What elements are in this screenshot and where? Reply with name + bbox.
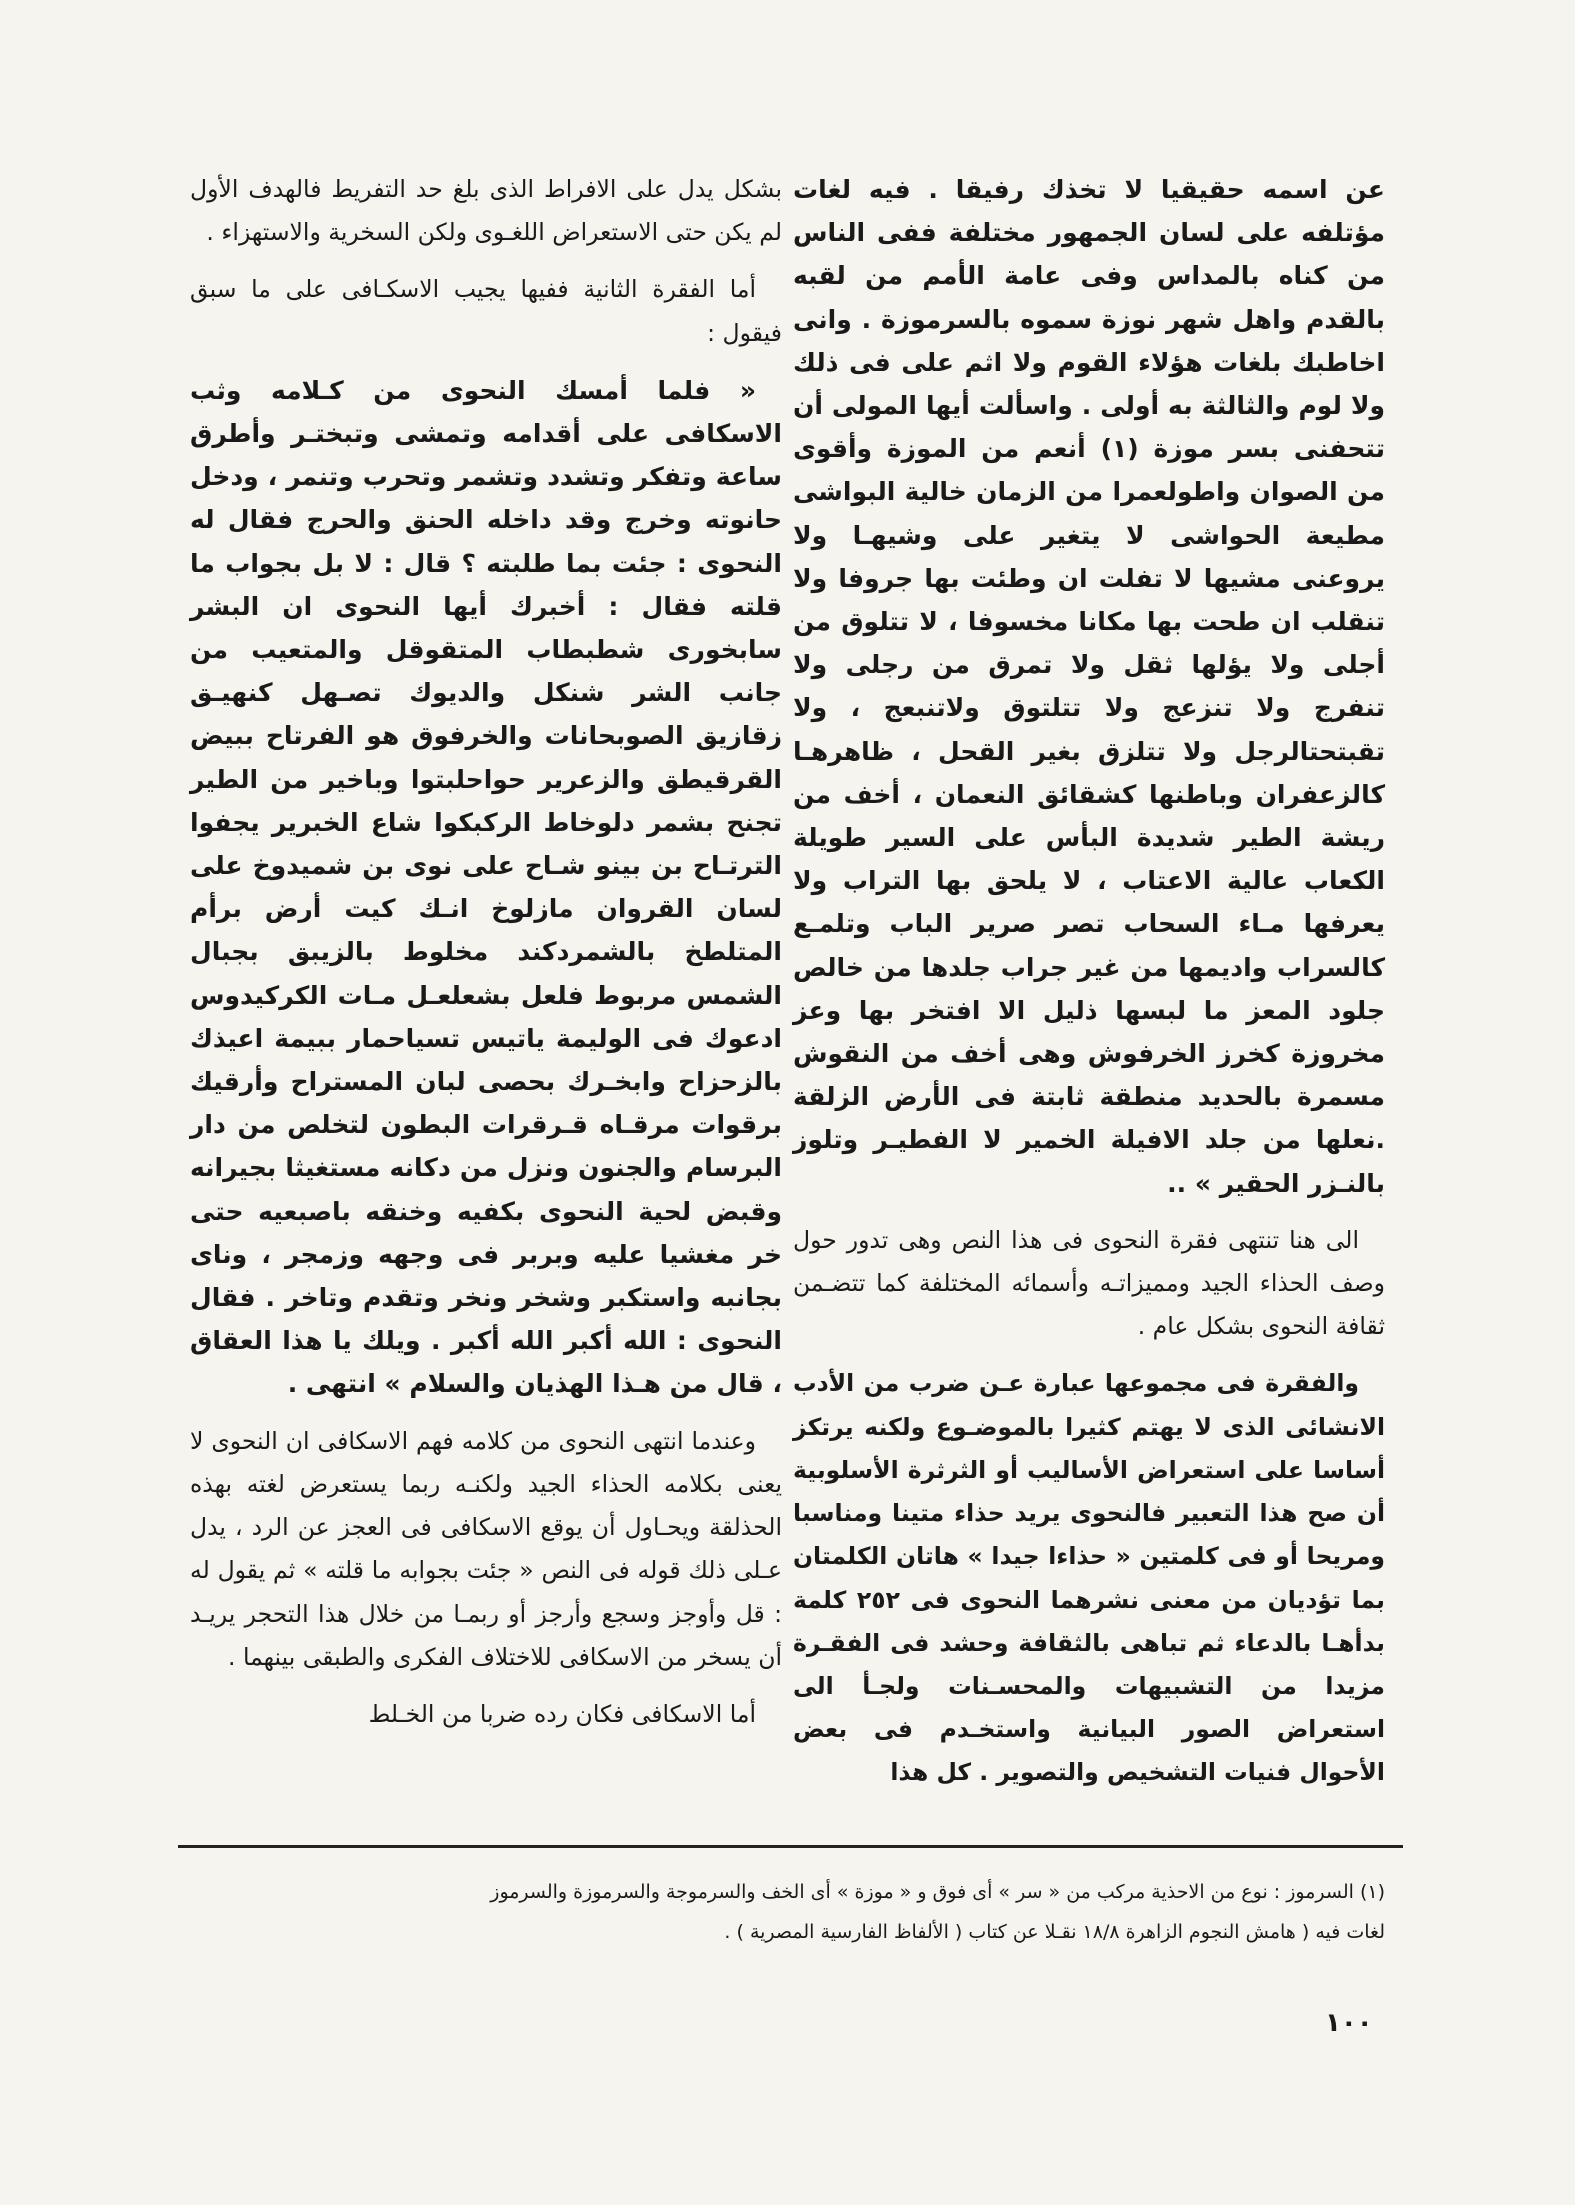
text-paragraph: الى هنا تنتهى فقرة النحوى فى هذا النص وهى تدور حول وصف الحذاء الجيد ومميزاتـه وأسمائه المختلفة كما تتضـمن ثقافة النحوى بشكل عام .	[793, 1225, 1385, 1341]
footnote-line: لغات فيه ( هامش النجوم الزاهرة ١٨/٨ نقـلا عن كتاب ( الألفاظ الفارسية المصرية ) .	[724, 1921, 1385, 1943]
footnote	[255, 1872, 1385, 1952]
text-paragraph: بشكل يدل على الافراط الذى بلغ حد التفريط فالهدف الأول لم يكن حتى الاستعراض اللغـوى ولكن السخرية والاستهزاء .	[190, 175, 782, 247]
text-paragraph: وعندما انتهى النحوى من كلامه فهم الاسكافى ان النحوى لا يعنى بكلامه الحذاء الجيد ولكنـه ربما يستعرض لغته بهذه الحذلقة ويحـاول أن يوقع الاسكافى فى العجز عن الرد ، يدل عـلى ذلك قوله فى النص « جئت بجوابه ما قلته » ثم يقول له : قل وأوجز وسجع وأرجز أو ربمـا من خلال هذا التحجر يريـد أن يسخر من الاسكافى للاختلاف الفكرى والطبقى بينهما .	[190, 1426, 782, 1671]
left-text-column	[190, 168, 782, 1736]
text-paragraph: عن اسمه حقيقيا لا تخذك رفيقا . فيه لغات مؤتلفه على لسان الجمهور مختلفة ففى الناس من كناه بالمداس وفى عامة الأمم من لقبه بالقدم واهل شهر نوزة سموه بالسرموزة . وانى اخاطبك بلغات هؤلاء القوم ولا اثم على فى ذلك ولا لوم والثالثة به أولى . واسألت أيها المولى أن تتحفنى بسر موزة (١) أنعم من الموزة وأقوى من الصوان واطولعمرا من الزمان خالية البواشى مطيعة الحواشى لا يتغير على وشيهـا ولا يروعنى مشيها لا تفلت ان وطئت بها جروفا ولا تنقلب ان طحت بها مكانا مخسوفا ، لا تتلوق من أجلى ولا يؤلها ثقل ولا تمرق من رجلى ولا تنفرج ولا تنزعج ولا تتلتوق ولاتنبعج ، ولا تقبتحتالرجل ولا تتلزق بغير القحل ، ظاهرهـا كالزعفران وباطنها كشقائق النعمان ، أخف من ريشة الطير شديدة البأس على السير طويلة الكعاب عالية الاعتاب ، لا يلحق بها التراب ولا يعرفها مـاء السحاب تصر صرير الباب وتلمـع كالسراب واديمها من غير جراب جلدها من خالص جلود المعز ما لبسها ذليل الا افتخر بها وعز مخروزة كخرز الخرفوش وهى أخف من النقوش مسمرة بالحديد منطقة ثابتة فى الأرض الزلقة .نعلها من جلد الافيلة الخمير لا الفطيـر وتلوز بالنـزر الحقير » ..	[793, 175, 1385, 1198]
right-text-column	[793, 168, 1385, 1795]
text-paragraph: أما الاسكافى فكان رده ضربا من الخـلط	[368, 1699, 756, 1728]
page-number: ١٠٠	[1325, 2008, 1373, 2038]
footnote-divider	[178, 1845, 1403, 1848]
quoted-passage: « فلما أمسك النحوى من كـلامه وثب الاسكافى على أقدامه وتمشى وتبختـر وأطرق ساعة وتفكر وتشدد وتشمر وتحرب وتنمر ، ودخل حانوته وخرج وقد داخله الحنق والحرج فقال له النحوى : جئت بما طلبته ؟ قال : لا بل بجواب ما قلته فقال : أخبرك أيها النحوى ان البشر سابخورى شطبطاب المتقوقل والمتعيب من جانب الشر شنكل والديوك تصـهل كنهيـق زقازيق الصوبحانات والخرفوق هو الفرتاح ببيض القرقيطق والزعرير حواحلبتوا وباخير من الطير تجنح بشمر دلوخاط الركبكوا شاع الخبرير يجفوا الترتـاح بن بينو شـاح على نوى بن شميدوخ على لسان القروان مازلوخ انـك كيت أرض برأم المتلطخ بالشمردكند مخلوط بالزيبق بجبال الشمس مربوط فلعل بشعلعـل مـات الكركيدوس ادعوك فى الوليمة ياتيس تسياحمار ببيمة اعيذك بالزحزاح وابخـرك بحصى لبان المستراح وأرقيك برقوات مرقـاه قـرقرات البطون لتخلص من دار البرسام والجنون ونزل من دكانه مستغيثا بجيرانه وقبض لحية النحوى بكفيه وخنقه باصبعيه حتى خر مغشيا عليه وبربر فى وجهه وزمجر ، وناى بجانبه واستكبر وشخر ونخر وتقدم وتاخر . فقال النحوى : الله أكبر الله أكبر . ويلك يا هذا العقاق ، قال من هـذا الهذيان والسلام » انتهى .	[190, 375, 782, 1399]
text-paragraph: أما الفقرة الثانية ففيها يجيب الاسكـافى على ما سبق فيقول :	[190, 275, 782, 347]
text-paragraph: والفقرة فى مجموعها عبارة عـن ضرب من الأدب الانشائى الذى لا يهتم كثيرا بالموضـوع ولكنه يرتكز أساسا على استعراض الأساليب أو الثرثرة الأسلوبية أن صح هذا التعبير فالنحوى يريد حذاء متينا ومناسبا ومريحا أو فى كلمتين « حذاءا جيدا » هاتان الكلمتان بما تؤديان من معنى نشرهما النحوى فى ٢٥٢ كلمة بدأهـا بالدعاء ثم تباهى بالثقافة وحشد فى الفقـرة مزيدا من التشبيهات والمحسـنات ولجـأ الى استعراض الصور البيانية واستخـدم فى بعض الأحوال فنيات التشخيص والتصوير . كل هذا	[793, 1369, 1386, 1787]
footnote-line: (١) السرموز : نوع من الاحذية مركب من « سر » أى فوق و « موزة » أى الخف والسرموجة والسرموزة والسرموز	[490, 1881, 1385, 1903]
